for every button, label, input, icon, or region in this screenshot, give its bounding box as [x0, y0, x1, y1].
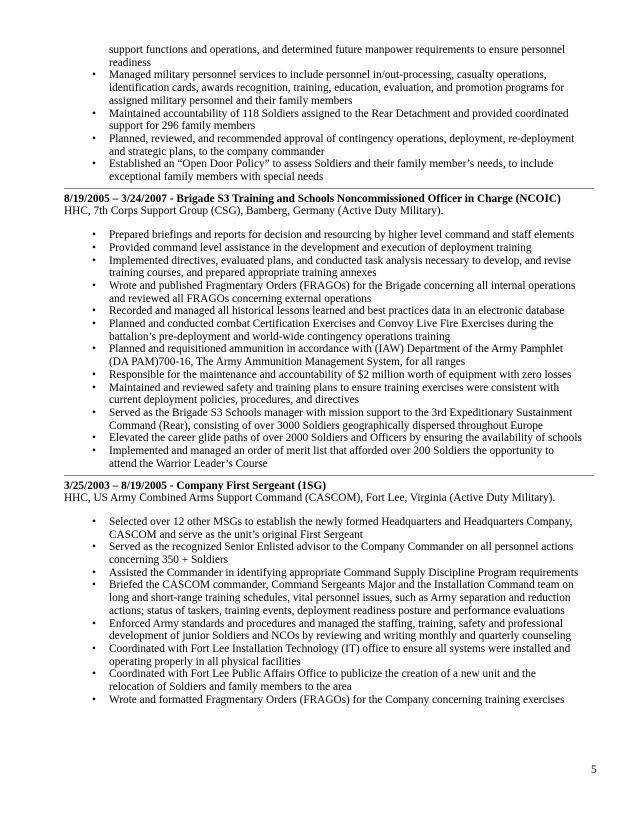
bullet-text-line: Selected over 12 other MSGs to establish the newly formed Headquarters and Headquarters Company,	[109, 515, 573, 528]
bullet-text-line: Assisted the Commander in identifying appropriate Command Supply Discipline Program requirements	[109, 566, 579, 579]
continued-section	[64, 44, 594, 184]
bullet-item	[64, 242, 594, 255]
bullet-text-line: actions; status of taskers, training events, deployment readiness posture and performance evaluations	[109, 604, 565, 617]
bullet-icon: •	[92, 254, 96, 267]
bullet-text-line: Responsible for the maintenance and accountability of $2 million worth of equipment with zero losses	[109, 368, 572, 381]
bullet-text-line: (DA PAM)700-16, The Army Ammunition Management System, for all ranges	[109, 356, 466, 369]
bullet-text-line: Managed military personnel services to include personnel in/out-processing, casualty operations,	[109, 69, 547, 82]
bullet-text-line: Prepared briefings and reports for decision and resourcing by higher level command and staff elements	[109, 229, 575, 242]
bullet-text-line: Implemented directives, evaluated plans, and conducted task analysis necessary to develop, and revise	[109, 254, 572, 267]
bullet-icon: •	[92, 515, 96, 528]
bullet-icon: •	[92, 229, 96, 242]
bullet-item	[64, 69, 594, 107]
job-section	[64, 480, 594, 707]
bullet-text-line: Provided command level assistance in the development and execution of deployment training	[109, 241, 532, 254]
bullet-item	[64, 280, 594, 305]
bullet-text-line: CASCOM and serve as the unit’s original First Sergeant	[109, 528, 363, 541]
bullet-text-line: attend the Warrior Leader’s Course	[109, 457, 268, 470]
bullet-text-line: long and short-range training schedules, vital personnel issues, such as Army separation and reduction	[109, 592, 571, 605]
bullet-text-line: Elevated the career glide paths of over 2000 Soldiers and Officers by ensuring the availability of schools	[109, 432, 582, 445]
job-title: 3/25/2003 – 8/19/2005 - Company First Sergeant (1SG)	[64, 479, 327, 492]
bullet-text-line: Maintained and reviewed safety and training plans to ensure training exercises were consistent with	[109, 381, 560, 394]
bullet-icon: •	[92, 541, 96, 554]
bullet-item	[64, 579, 594, 617]
bullet-text-line: Briefed the CASCOM commander, Command Sergeants Major and the Installation Command team on	[109, 579, 574, 592]
bullet-item	[64, 694, 594, 707]
bullet-icon: •	[92, 158, 96, 171]
bullet-item	[64, 133, 594, 158]
bullet-text-line: Wrote and published Fragmentary Orders (FRAGOs) for the Brigade concerning all internal operations	[109, 279, 576, 292]
bullet-text-line: Served as the recognized Senior Enlisted advisor to the Company Commander on all personnel actions	[109, 541, 574, 554]
duty-bullet-list	[64, 516, 594, 707]
bullet-item	[64, 668, 594, 693]
bullet-text-line: Recorded and managed all historical lessons learned and best practices data in an electronic database	[109, 305, 565, 318]
bullet-text-line: concerning 350 + Soldiers	[109, 554, 229, 567]
bullet-text-line: Planned and requisitioned ammunition in accordance with (IAW) Department of the Army Pamphlet	[109, 343, 563, 356]
bullet-icon: •	[92, 279, 96, 292]
continued-bullet-list	[64, 69, 594, 183]
bullet-text-line: identification cards, awards recognition, training, education, evaluation, and promotion programs for	[109, 82, 565, 95]
text-line: support functions and operations, and determined future manpower requirements to ensure personnel	[109, 44, 566, 56]
bullet-text-line: Planned and conducted combat Certification Exercises and Convoy Live Fire Exercises during the	[109, 318, 554, 331]
bullet-icon: •	[92, 445, 96, 458]
section-divider	[64, 188, 594, 189]
bullet-item	[64, 229, 594, 242]
bullet-icon: •	[92, 318, 96, 331]
job-title: 8/19/2005 – 3/24/2007 - Brigade S3 Training and Schools Noncommissioned Officer in Charge (NCOIC)	[64, 192, 561, 205]
bullet-text-line: development of junior Soldiers and NCOs by reviewing and writing monthly and quarterly counseling	[109, 630, 572, 643]
bullet-text-line: assigned military personnel and their family members	[109, 94, 353, 107]
bullet-text-line: exceptional family members with special needs	[109, 171, 324, 184]
bullet-item	[64, 516, 594, 541]
bullet-text-line: Coordinated with Fort Lee Public Affairs Office to publicize the creation of a new unit and the	[109, 668, 536, 681]
bullet-icon: •	[92, 617, 96, 630]
bullet-text-line: Maintained accountability of 118 Soldiers assigned to the Rear Detachment and provided coordinated	[109, 107, 569, 120]
bullet-icon: •	[92, 432, 96, 445]
bullet-icon: •	[92, 132, 96, 145]
bullet-icon: •	[92, 305, 96, 318]
resume-page	[64, 44, 594, 706]
bullet-text-line: battalion’s pre-deployment and world-wide contingency operations training	[109, 330, 451, 343]
bullet-icon: •	[92, 406, 96, 419]
bullet-item	[64, 643, 594, 668]
bullet-text-line: Served as the Brigade S3 Schools manager with mission support to the 3rd Expeditionary Sustainment	[109, 406, 573, 419]
bullet-item	[64, 158, 594, 183]
bullet-icon: •	[92, 69, 96, 82]
bullet-text-line: Coordinated with Fort Lee Installation Technology (IT) office to ensure all systems were installed and	[109, 642, 571, 655]
bullet-item	[64, 382, 594, 407]
bullet-item	[64, 108, 594, 133]
job-section	[64, 193, 594, 471]
bullet-icon: •	[92, 693, 96, 706]
bullet-item	[64, 567, 594, 580]
duty-bullet-list	[64, 229, 594, 470]
bullet-text-line: and strategic plans, to the company commander	[109, 145, 325, 158]
bullet-text-line: Established an “Open Door Policy” to assess Soldiers and their family member’s needs, to include	[109, 158, 554, 171]
bullet-item	[64, 305, 594, 318]
job-sections	[64, 188, 594, 707]
bullet-text-line: and reviewed all FRAGOs concerning external operations	[109, 292, 372, 305]
bullet-text-line: support for 296 family members	[109, 120, 256, 133]
bullet-item	[64, 618, 594, 643]
bullet-icon: •	[92, 668, 96, 681]
bullet-icon: •	[92, 381, 96, 394]
bullet-icon: •	[92, 343, 96, 356]
text-line: readiness	[109, 56, 152, 69]
bullet-icon: •	[92, 368, 96, 381]
bullet-item	[64, 343, 594, 368]
section-divider	[64, 475, 594, 476]
bullet-text-line: Planned, reviewed, and recommended approval of contingency operations, deployment, re-deployment	[109, 132, 575, 145]
bullet-text-line: current deployment policies, procedures, and directives	[109, 394, 360, 407]
bullet-icon: •	[92, 107, 96, 120]
bullet-icon: •	[92, 642, 96, 655]
page-number: 5	[591, 764, 597, 776]
bullet-item	[64, 255, 594, 280]
bullet-text-line: Wrote and formatted Fragmentary Orders (FRAGOs) for the Company concerning training exercises	[109, 693, 565, 706]
job-organization: HHC, US Army Combined Arms Support Command (CASCOM), Fort Lee, Virginia (Active Duty Military).	[64, 492, 556, 505]
bullet-item	[64, 445, 594, 470]
job-organization: HHC, 7th Corps Support Group (CSG), Bamberg, Germany (Active Duty Military).	[64, 205, 444, 218]
bullet-text-line: operating properly in all physical facilities	[109, 655, 301, 668]
bullet-text-line: Implemented and managed an order of merit list that afforded over 200 Soldiers the opportunity to	[109, 445, 554, 458]
bullet-item	[64, 407, 594, 432]
bullet-text-line: Command (Rear), consisting of over 3000 Soldiers geographically dispersed throughout Europe	[109, 419, 543, 432]
bullet-text-line: Enforced Army standards and procedures and managed the staffing, training, safety and professional	[109, 617, 564, 630]
bullet-icon: •	[92, 241, 96, 254]
bullet-icon: •	[92, 579, 96, 592]
bullet-text-line: relocation of Soldiers and family members to the area	[109, 681, 352, 694]
bullet-item	[64, 432, 594, 445]
bullet-item	[64, 541, 594, 566]
continued-text	[64, 44, 594, 69]
bullet-item	[64, 369, 594, 382]
bullet-icon: •	[92, 566, 96, 579]
bullet-item	[64, 318, 594, 343]
bullet-text-line: training courses, and prepared appropriate training annexes	[109, 267, 377, 280]
